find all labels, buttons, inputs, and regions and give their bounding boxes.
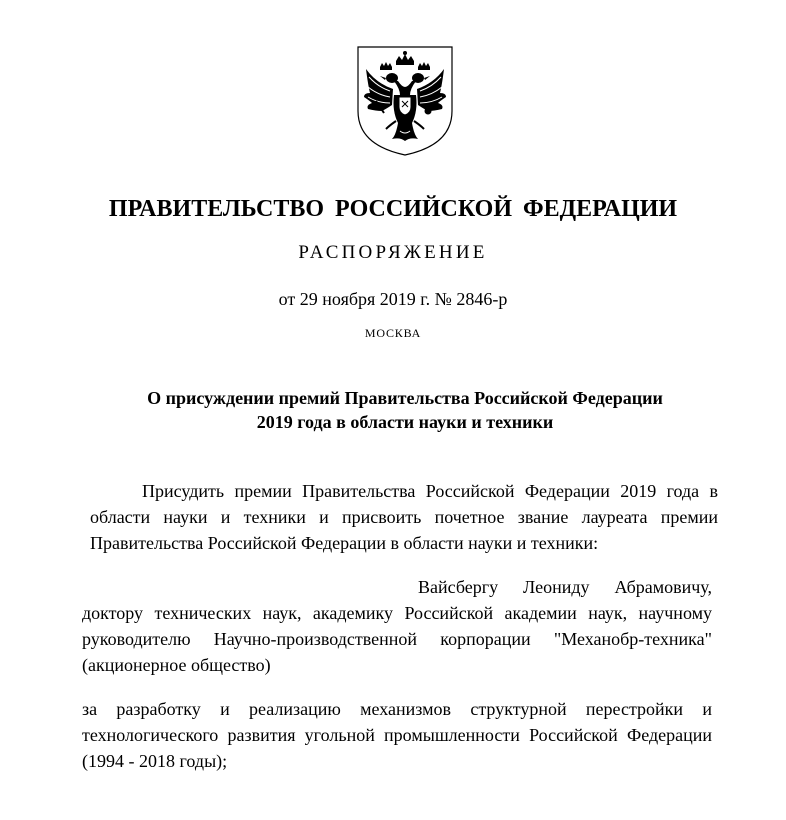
reason-paragraph: за разработку и реализацию механизмов структурной перестройки и технологического развития угольной промышленности Российской Федерации (1994 - 2018 годы); bbox=[82, 699, 712, 771]
document-title bbox=[80, 386, 730, 434]
government-name: ПРАВИТЕЛЬСТВО РОССИЙСКОЙ ФЕДЕРАЦИИ bbox=[108, 196, 678, 222]
laureate-paragraph: Вайсбергу Леониду Абрамовичу, доктору технических наук, академику Российской академии наук, научному руководителю Научно-производственной корпорации "Механобр-техника" (акционерное общество) bbox=[82, 577, 712, 675]
title-line-2: 2019 года в области науки и техники bbox=[256, 412, 554, 432]
document-type: РАСПОРЯЖЕНИЕ bbox=[298, 242, 488, 263]
city: МОСКВА bbox=[364, 326, 422, 340]
russian-coat-of-arms-icon bbox=[356, 45, 454, 157]
intro-paragraph: Присудить премии Правительства Российской Федерации 2019 года в области науки и техники и присвоить почетное звание лауреата премии Правительства Российской Федерации в области науки и техники: bbox=[90, 481, 718, 553]
title-line-1: О присуждении премий Правительства Российской Федерации bbox=[147, 388, 663, 408]
date-and-number: от 29 ноября 2019 г. № 2846-р bbox=[278, 289, 508, 309]
